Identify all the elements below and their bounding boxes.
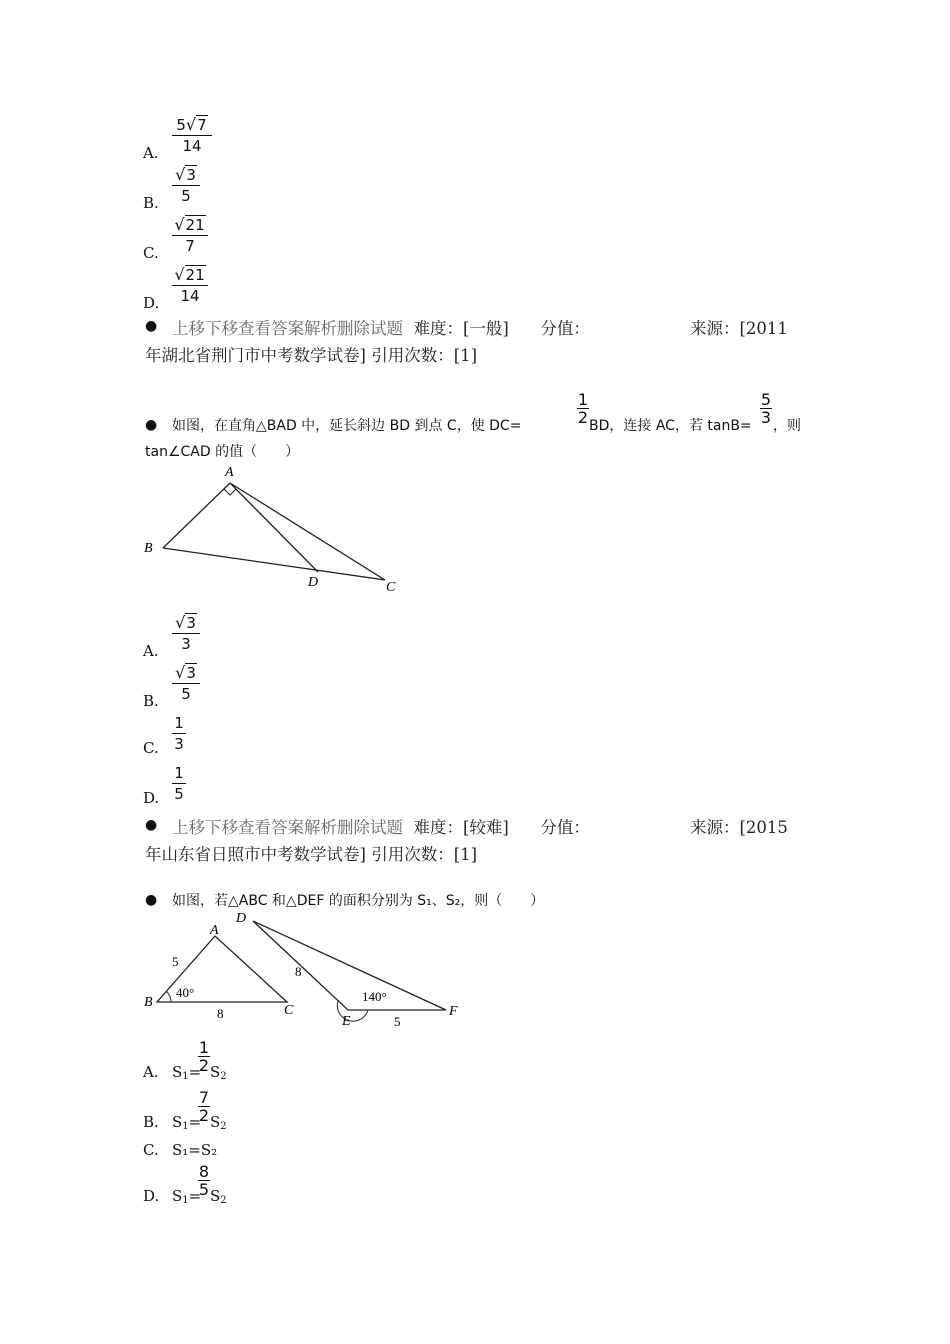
stem-text: 如图，若△ABC 和△DEF 的面积分别为 S₁、S₂，则（ ）	[172, 893, 545, 909]
point-label-e: E	[342, 1014, 351, 1029]
q2-figure	[140, 460, 420, 600]
denominator: 5	[181, 685, 191, 703]
coefficient: 5	[176, 116, 186, 134]
option-label: B.	[143, 692, 159, 710]
s-symbol: S	[210, 1113, 221, 1131]
denominator: 2	[577, 408, 589, 427]
question-action-links[interactable]: 上移下移查看答案解析删除试题	[172, 319, 403, 338]
radicand: 3	[186, 166, 196, 184]
difficulty: 难度：[较难]	[413, 818, 509, 837]
q3-figure	[140, 905, 470, 1035]
point-label-a: A	[210, 923, 219, 938]
s-symbol: S	[210, 1063, 221, 1081]
numerator: 1	[198, 1038, 210, 1057]
fraction	[172, 764, 186, 803]
side-bc-label: 8	[217, 1006, 224, 1021]
option-text: S₁=S₂	[172, 1141, 218, 1159]
option-label: B.	[143, 1113, 159, 1131]
right-angle-mark	[224, 489, 236, 495]
s-symbol: S	[210, 1187, 221, 1205]
option-label: C.	[143, 739, 159, 757]
fraction: √21 7	[172, 216, 208, 255]
denominator: 5	[198, 1180, 210, 1199]
s-symbol: S	[172, 1113, 183, 1131]
dc-fraction	[577, 391, 589, 426]
option-label: A.	[143, 1063, 159, 1081]
score: 分值：	[540, 818, 590, 837]
citation-count: 引用次数：[1]	[371, 845, 478, 864]
bullet: ●	[145, 892, 158, 908]
side-ef-label: 5	[394, 1014, 401, 1029]
option-label: C.	[143, 1141, 159, 1159]
bullet: ●	[145, 417, 158, 433]
denominator: 5	[181, 187, 191, 205]
point-label-a: A	[225, 465, 234, 480]
option-label: D.	[143, 789, 160, 807]
numerator: 5	[760, 390, 772, 409]
point-label-b: B	[144, 995, 153, 1010]
option-label: C.	[143, 244, 159, 262]
side-ab-label: 5	[172, 954, 179, 969]
score: 分值：	[540, 319, 590, 338]
denominator: 3	[174, 735, 184, 753]
radicand: 7	[197, 116, 207, 134]
denominator: 2	[198, 1106, 210, 1125]
denominator: 5	[174, 785, 184, 803]
fraction: √3 5	[172, 664, 200, 703]
side-de-label: 8	[295, 964, 302, 979]
fraction	[198, 1039, 210, 1074]
radicand: 21	[185, 216, 205, 234]
denominator: 14	[180, 287, 200, 305]
fraction: √3 5	[172, 166, 200, 205]
citation-count: 引用次数：[1]	[371, 346, 478, 365]
option-label: D.	[143, 294, 160, 312]
source-start: 来源：[2015	[690, 818, 788, 837]
fraction: 5√7 14	[172, 116, 212, 155]
point-label-c: C	[386, 580, 396, 595]
numerator: 1	[577, 390, 589, 409]
point-label-b: B	[144, 541, 153, 556]
angle-e-label: 140°	[362, 989, 387, 1004]
difficulty: 难度：[一般]	[413, 319, 509, 338]
segment-ad	[230, 483, 318, 572]
s-symbol: S	[172, 1187, 183, 1205]
numerator: 8	[198, 1162, 210, 1181]
point-label-d: D	[308, 575, 319, 590]
source-start: 来源：[2011	[690, 319, 788, 338]
bullet: ●	[145, 817, 158, 833]
denominator: 3	[181, 635, 191, 653]
fraction: √3 3	[172, 614, 200, 653]
segment-ab	[163, 483, 230, 548]
radicand: 3	[186, 664, 196, 682]
denominator: 14	[182, 137, 202, 155]
numerator: 7	[198, 1088, 210, 1107]
denominator: 2	[198, 1056, 210, 1075]
fraction: √21 14	[172, 266, 208, 305]
point-label-c: C	[284, 1003, 294, 1018]
stem-part: tan∠CAD 的值（ ）	[145, 444, 300, 460]
bullet: ●	[145, 318, 158, 334]
option-label: A.	[143, 144, 159, 162]
point-label-d: D	[236, 911, 247, 926]
option-label: A.	[143, 642, 159, 660]
question-action-links[interactable]: 上移下移查看答案解析删除试题	[172, 818, 403, 837]
denominator: 7	[185, 237, 195, 255]
s-symbol: S	[172, 1063, 183, 1081]
stem-part: ，则	[773, 418, 801, 434]
segment-bc	[163, 548, 385, 580]
option-label: B.	[143, 194, 159, 212]
stem-part: BD，连接 AC，若 tanB=	[589, 418, 752, 434]
stem-part: 如图，在直角△BAD 中，延长斜边 BD 到点 C，使 DC=	[172, 418, 522, 434]
numerator: 1	[174, 714, 184, 732]
segment-ac	[230, 483, 385, 580]
denominator: 3	[760, 408, 772, 427]
fraction	[198, 1089, 210, 1124]
angle-b-arc	[166, 991, 171, 1002]
fraction	[198, 1163, 210, 1198]
fraction	[172, 714, 186, 753]
source-end: 年山东省日照市中考数学试卷]	[145, 845, 366, 864]
radicand: 21	[185, 266, 205, 284]
tanb-fraction	[760, 391, 772, 426]
numerator: 1	[174, 764, 184, 782]
source-end: 年湖北省荆门市中考数学试卷]	[145, 346, 366, 365]
angle-b-label: 40°	[176, 985, 195, 1000]
option-label: D.	[143, 1187, 160, 1205]
radicand: 3	[186, 614, 196, 632]
point-label-f: F	[449, 1004, 458, 1019]
